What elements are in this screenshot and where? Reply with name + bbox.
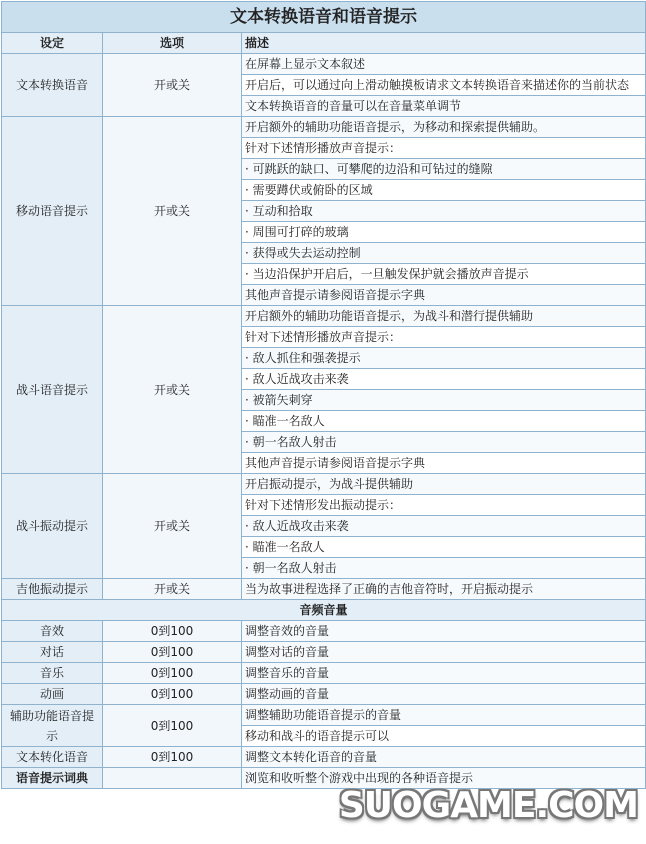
setting-name: 对话 <box>2 642 103 663</box>
setting-description: · 需要蹲伏或俯卧的区域 <box>242 180 646 201</box>
watermark-logo: SUOGAME.COM <box>338 785 638 826</box>
table-row <box>2 705 646 726</box>
setting-description: · 敌人近战攻击来袭 <box>242 369 646 390</box>
setting-description: · 瞄准一名敌人 <box>242 411 646 432</box>
setting-option: 0到100 <box>103 642 242 663</box>
page-title: 文本转换语音和语音提示 <box>2 2 646 33</box>
setting-description: 当为故事进程选择了正确的吉他音符时，开启振动提示 <box>242 579 646 600</box>
setting-option: 0到100 <box>103 705 242 747</box>
setting-description: · 瞄准一名敌人 <box>242 537 646 558</box>
setting-description: · 被箭矢刺穿 <box>242 390 646 411</box>
setting-name: 移动语音提示 <box>2 117 103 306</box>
header-setting: 设定 <box>2 33 103 54</box>
setting-description: 文本转换语音的音量可以在音量菜单调节 <box>242 96 646 117</box>
setting-description: 其他声音提示请参阅语音提示字典 <box>242 453 646 474</box>
setting-name: 音效 <box>2 621 103 642</box>
setting-name: 文本转换语音 <box>2 54 103 117</box>
setting-option: 开或关 <box>103 579 242 600</box>
setting-description: · 敌人抓住和强袭提示 <box>242 348 646 369</box>
setting-option: 0到100 <box>103 621 242 642</box>
setting-description: 在屏幕上显示文本叙述 <box>242 54 646 75</box>
setting-description: 调整音乐的音量 <box>242 663 646 684</box>
setting-description: 开启额外的辅助功能语音提示，为战斗和潜行提供辅助 <box>242 306 646 327</box>
setting-name: 音乐 <box>2 663 103 684</box>
table-row <box>2 579 646 600</box>
setting-description: 针对下述情形发出振动提示： <box>242 495 646 516</box>
table-row <box>2 747 646 768</box>
setting-name: 语音提示词典 <box>2 768 103 789</box>
setting-description: · 获得或失去运动控制 <box>242 243 646 264</box>
setting-description: 开启额外的辅助功能语音提示，为移动和探索提供辅助。 <box>242 117 646 138</box>
setting-description: 开启后，可以通过向上滑动触摸板请求文本转换语音来描述你的当前状态 <box>242 75 646 96</box>
table-row <box>2 54 646 75</box>
table-row <box>2 663 646 684</box>
setting-description: 移动和战斗的语音提示可以 <box>242 726 646 747</box>
setting-description: · 可跳跃的缺口、可攀爬的边沿和可钻过的缝隙 <box>242 159 646 180</box>
setting-option: 0到100 <box>103 663 242 684</box>
setting-description: 开启振动提示，为战斗提供辅助 <box>242 474 646 495</box>
setting-description: · 互动和拾取 <box>242 201 646 222</box>
section-row <box>2 600 646 621</box>
section-title: 音频音量 <box>2 600 646 621</box>
setting-description: · 周围可打碎的玻璃 <box>242 222 646 243</box>
setting-description: 针对下述情形播放声音提示： <box>242 138 646 159</box>
setting-name: 动画 <box>2 684 103 705</box>
header-row <box>2 33 646 54</box>
table-row <box>2 474 646 495</box>
setting-description: · 敌人近战攻击来袭 <box>242 516 646 537</box>
table-row <box>2 306 646 327</box>
setting-option: 开或关 <box>103 474 242 579</box>
table-row <box>2 642 646 663</box>
setting-option: 开或关 <box>103 306 242 474</box>
setting-option: 开或关 <box>103 54 242 117</box>
setting-name: 战斗语音提示 <box>2 306 103 474</box>
table-row <box>2 117 646 138</box>
header-description: 描述 <box>242 33 646 54</box>
setting-description: 调整音效的音量 <box>242 621 646 642</box>
title-row <box>2 2 646 33</box>
setting-name: 吉他振动提示 <box>2 579 103 600</box>
setting-option: 开或关 <box>103 117 242 306</box>
setting-description: · 朝一名敌人射击 <box>242 558 646 579</box>
table-row <box>2 621 646 642</box>
setting-description: 调整文本转化语音的音量 <box>242 747 646 768</box>
setting-option: 0到100 <box>103 747 242 768</box>
setting-name: 辅助功能语音提示 <box>2 705 103 747</box>
setting-name: 文本转化语音 <box>2 747 103 768</box>
setting-description: 调整对话的音量 <box>242 642 646 663</box>
settings-table <box>1 1 646 789</box>
setting-name: 战斗振动提示 <box>2 474 103 579</box>
setting-option <box>103 768 242 789</box>
setting-description: 浏览和收听整个游戏中出现的各种语音提示 <box>242 768 646 789</box>
setting-description: · 当边沿保护开启后，一旦触发保护就会播放声音提示 <box>242 264 646 285</box>
table-row <box>2 684 646 705</box>
setting-description: 其他声音提示请参阅语音提示字典 <box>242 285 646 306</box>
setting-description: · 朝一名敌人射击 <box>242 432 646 453</box>
header-option: 选项 <box>103 33 242 54</box>
setting-description: 调整辅助功能语音提示的音量 <box>242 705 646 726</box>
setting-description: 针对下述情形播放声音提示： <box>242 327 646 348</box>
setting-option: 0到100 <box>103 684 242 705</box>
setting-description: 调整动画的音量 <box>242 684 646 705</box>
